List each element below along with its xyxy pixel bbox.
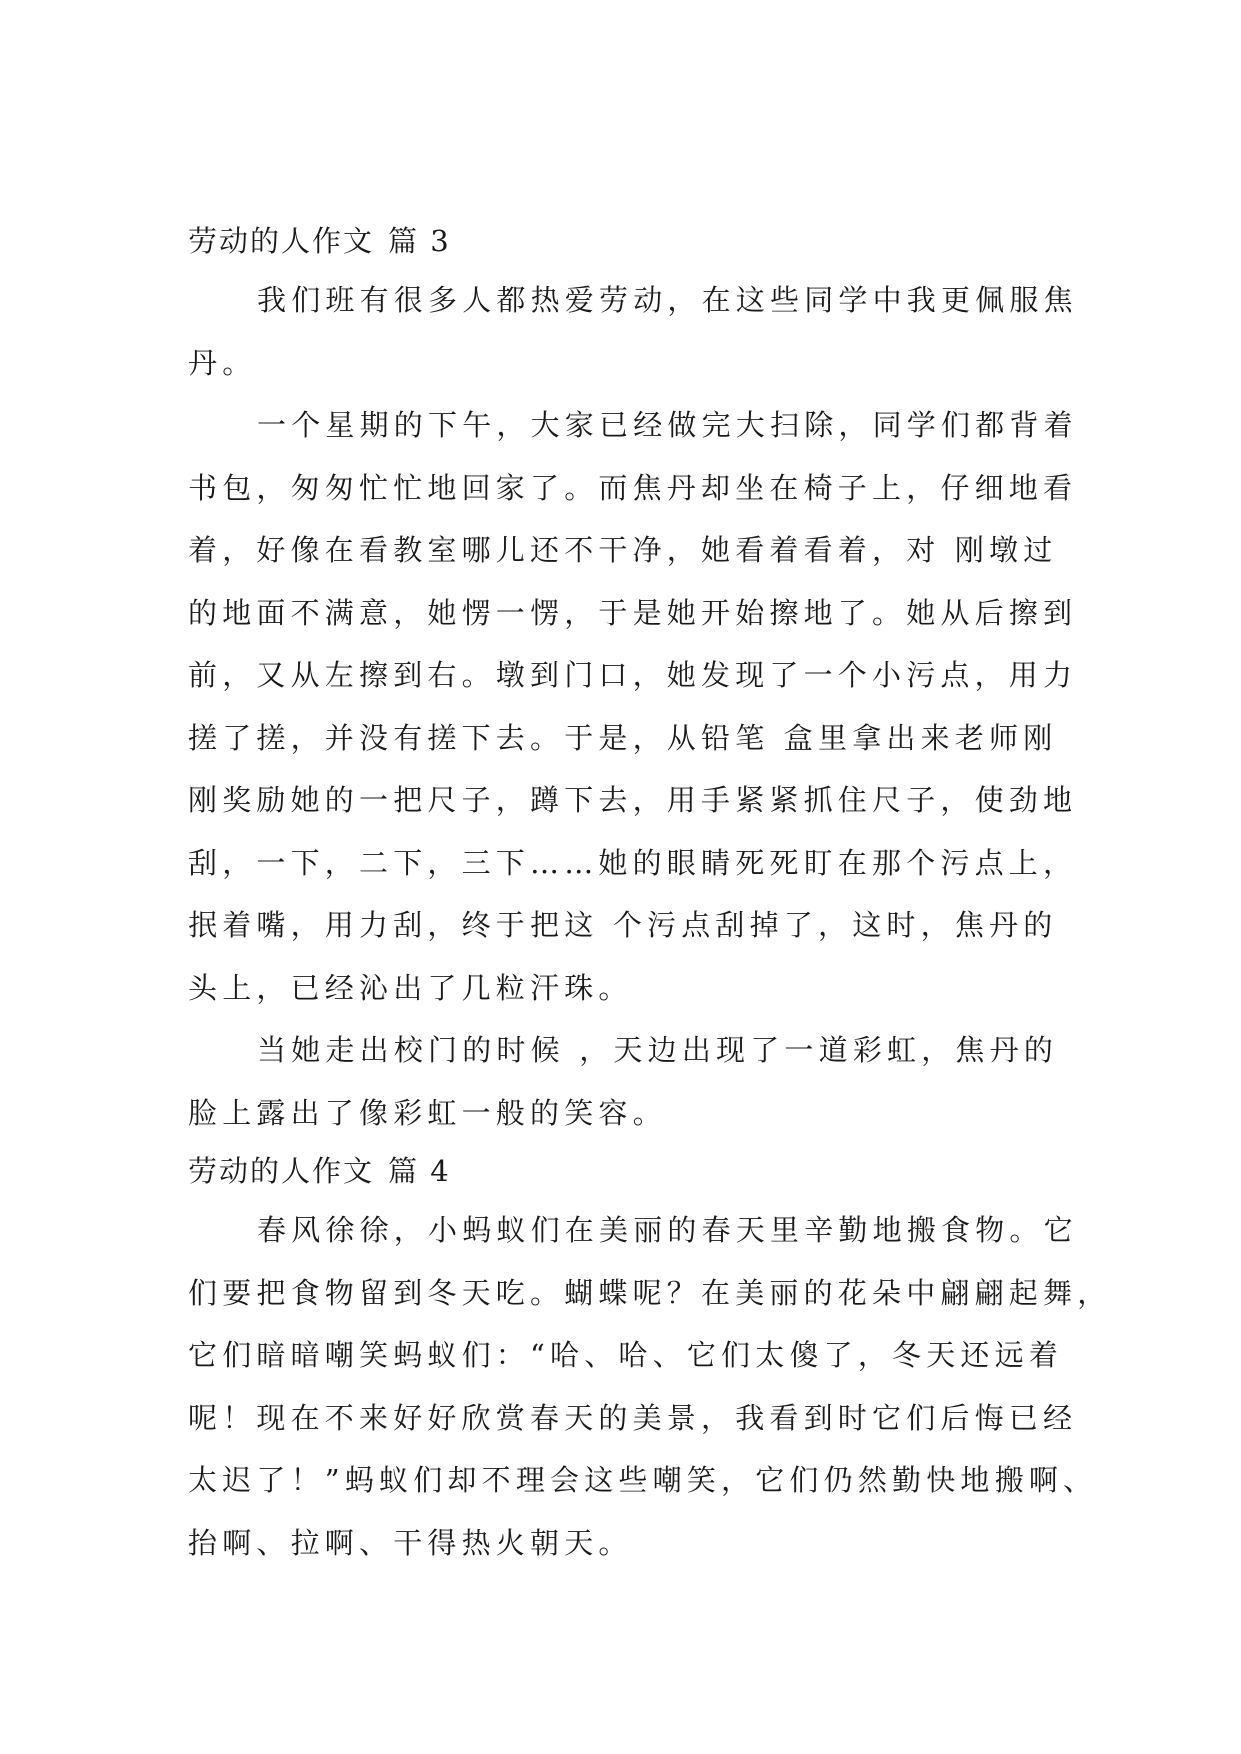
- text-line: 抬啊、拉啊、干得热火朝天。: [188, 1525, 633, 1560]
- heading-number: 篇 3: [388, 224, 451, 258]
- heading-title: 劳动的人作文: [188, 1154, 375, 1188]
- text-line: 前，又从左擦到右。墩到门口，她发现了一个小污点，用力: [188, 658, 1078, 692]
- text-line: 着，好像在看教室哪儿还不干净，她看着看着，对 刚墩过: [188, 533, 1058, 567]
- paragraph: [188, 1199, 1112, 1574]
- text-line: 书包，匆匆忙忙地回家了。而焦丹却坐在椅子上，仔细地看: [188, 470, 1078, 505]
- text-line: 刚奖励她的一把尺子，蹲下去，用手紧紧抓住尺子，使劲地: [188, 783, 1078, 817]
- text-line: 们要把食物留到冬天吃。蝴蝶呢？在美丽的花朵中翩翩起舞，: [188, 1275, 1112, 1310]
- paragraph: [188, 394, 1078, 1019]
- heading-title: 劳动的人作文: [188, 224, 375, 258]
- text-line: 刮，一下，二下，三下……她的眼睛死死盯在那个污点上，: [188, 845, 1078, 880]
- text-line: 呢！现在不来好好欣赏春天的美景，我看到时它们后悔已经: [188, 1400, 1078, 1435]
- essay-section-3: [188, 220, 1078, 1144]
- text-line: 我们班有很多人都热爱劳动，在这些同学中我更佩服焦: [257, 283, 1078, 317]
- text-line: 的地面不满意，她愣一愣，于是她开始擦地了。她从后擦到: [188, 595, 1078, 630]
- text-line: 抿着嘴，用力刮，终于把这 个污点刮掉了，这时，焦丹的: [188, 908, 1058, 942]
- text-line: 当她走出校门的时候 ，天边出现了一道彩虹，焦丹的: [257, 1033, 1059, 1067]
- text-line: 春风徐徐，小蚂蚁们在美丽的春天里辛勤地搬食物。它: [257, 1213, 1078, 1247]
- paragraph: [188, 1019, 1068, 1144]
- text-line: 一个星期的下午，大家已经做完大扫除，同学们都背着: [257, 408, 1078, 442]
- heading-number: 篇 4: [388, 1154, 451, 1188]
- section-heading: [188, 1150, 1068, 1192]
- text-line: 脸上露出了像彩虹一般的笑容。: [188, 1095, 667, 1130]
- text-line: 它们暗暗嘲笑蚂蚁们：“哈、哈、它们太傻了，冬天还远着: [188, 1338, 1064, 1372]
- text-line: 太迟了！”蚂蚁们却不理会这些嘲笑，它们仍然勤快地搬啊、: [188, 1463, 1098, 1497]
- section-heading: [188, 220, 1068, 262]
- essay-section-4: [188, 1150, 1112, 1574]
- text-line: 头上，已经沁出了几粒汗珠。: [188, 970, 633, 1005]
- text-line: 搓了搓，并没有搓下去。于是，从铅笔 盒里拿出来老师刚: [188, 720, 1058, 755]
- text-line: 丹。: [188, 345, 257, 380]
- paragraph: [188, 269, 1078, 394]
